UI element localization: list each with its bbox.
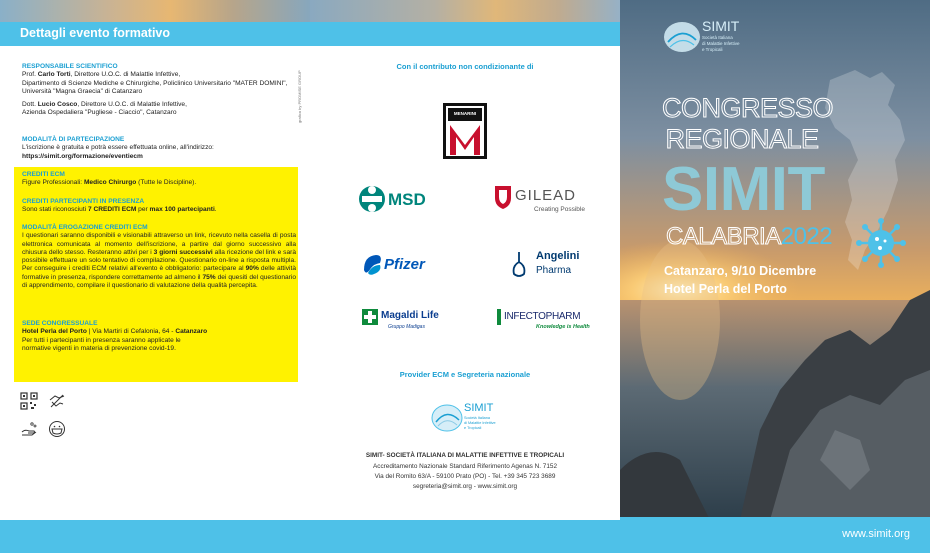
- magaldi-logo: [362, 307, 457, 337]
- provider-heading: Provider ECM e Segreteria nazionale: [399, 370, 531, 379]
- partecipazione-text: L'iscrizione è gratuita e potrà essere effettuata online, all'indirizzo:: [22, 144, 214, 152]
- crediti-text: Figure Professionali: Medico Chirurgo (Tutte le Discipline).: [22, 179, 197, 187]
- simit-cover-sub3: e Tropicali: [702, 47, 723, 52]
- simit-big-word: SIMIT: [662, 155, 825, 224]
- left-bottom-bar: [0, 520, 310, 553]
- calabria-line: [666, 223, 833, 250]
- responsabile-section: [22, 63, 296, 118]
- gilead-tagline: Creating Possible: [534, 206, 585, 213]
- infectopharm-label: INFECTOPHARM: [504, 311, 581, 322]
- sede-covid-line-2: normative vigenti in materia di prevenzione covid-19.: [22, 344, 176, 352]
- simit-footer-line-3: segreteria@simit.org - www.simit.org: [412, 483, 518, 490]
- pfizer-logo: [362, 250, 442, 282]
- middle-bottom-bar: [310, 520, 620, 553]
- angelini-logo: [510, 248, 600, 282]
- infectopharm-tagline: Knowledge is Health: [536, 324, 590, 330]
- erogazione-section: [22, 224, 296, 290]
- face-mask-icon: [48, 420, 66, 438]
- pfizer-mark-icon: [362, 252, 384, 278]
- gilead-logo: [494, 184, 594, 218]
- gilead-shield-icon: [494, 184, 512, 210]
- graphic-credit: grafica by PROMISE GROUP: [297, 70, 302, 123]
- top-photo-strip: [0, 0, 310, 22]
- hand-sanitize-icon: [20, 420, 38, 438]
- responsabile-line-2: Dipartimento di Scienze Mediche e Chirurgiche, Policlinico Universitario "MATER DOMINI",: [22, 79, 288, 87]
- middle-top-photo-strip: [310, 0, 620, 22]
- magaldi-tagline: Gruppo Madigas: [388, 324, 425, 330]
- simit-cover-sub2: di Malattie Infettive: [702, 41, 740, 46]
- congresso-word: CONGRESSO: [662, 93, 834, 123]
- partecipanti-section: [22, 198, 296, 215]
- simit-globe-icon: [430, 402, 464, 434]
- left-panel: [0, 0, 310, 553]
- cover-bottom-bar: [620, 517, 930, 553]
- simit-cover-globe-icon: [662, 20, 702, 54]
- crediti-section: [22, 171, 296, 188]
- menarini-logo: [443, 103, 487, 159]
- website-link[interactable]: www.simit.org: [842, 528, 910, 540]
- simit-footer-title: SIMIT- SOCIETÀ ITALIANA DI MALATTIE INFETTIVE E TROPICALI: [365, 452, 565, 459]
- year-word: 2022: [780, 223, 833, 250]
- sede-heading: SEDE CONGRESSUALE: [22, 320, 98, 327]
- responsabile-line-1: Prof. Carlo Torti, Direttore U.O.C. di Malattie Infettive,: [22, 71, 181, 79]
- virus-icon: [856, 218, 906, 268]
- responsabile-line-5: Azienda Ospedaliera "Pugliese - Ciaccio", Catanzaro: [22, 109, 177, 117]
- infectopharm-logo: [496, 308, 596, 338]
- simit-cover-name: SIMIT: [702, 18, 740, 34]
- cover-panel: [620, 0, 930, 553]
- magaldi-label: Magaldi Life: [381, 310, 439, 321]
- simit-small-logo: [430, 402, 510, 436]
- erogazione-text: I questionari saranno disponibili e visionabili attraverso un link, ricevuto nella casella di posta elettronica comunicata al momento dell'iscrizione, a partire dal giorno successivo alla chiusura dello stesso. Resteranno attivi per i 3 giorni successivi alla ricezione del link e sarà possibile effettuare un solo tentativo di compilazione. Questionario on-line a risposta multipla. Per conseguire i crediti ECM relativi all'evento è obbligatorio: partecipare al 90% delle attività formative in presenza, rispondere correttamente ad almeno il 75% dei quesiti del questionario di apprendimento, compilare il questionario di valutazione della qualità percepita.: [22, 232, 296, 290]
- msd-logo: [358, 184, 443, 216]
- partecipazione-section: [22, 136, 296, 161]
- simit-cover-sub1: Società Italiana: [702, 35, 733, 40]
- pfizer-label: Pfizer: [384, 256, 425, 273]
- sede-address: Hotel Perla del Porto | Via Martiri di Cefalonia, 64 - Catanzaro: [22, 328, 208, 336]
- msd-label: MSD: [388, 190, 426, 209]
- registration-link[interactable]: https://simit.org/formazione/eventiecm: [22, 152, 143, 160]
- erogazione-heading: MODALITÀ EROGAZIONE CREDITI ECM: [22, 224, 148, 231]
- angelini-label: Angelini: [536, 250, 580, 262]
- angelini-sublabel: Pharma: [536, 265, 572, 276]
- details-header-title: Dettagli evento formativo: [20, 26, 171, 40]
- simit-cover-logo: [662, 18, 782, 58]
- responsabile-line-3: Università "Magna Graecia" di Catanzaro: [22, 87, 143, 95]
- sede-section: [22, 320, 296, 353]
- calabria-word: CALABRIA: [666, 223, 781, 250]
- partecipanti-text: Sono stati riconosciuti 7 CREDITI ECM per max 100 partecipanti.: [22, 206, 217, 214]
- simit-small-sub3: e Tropicali: [464, 426, 482, 430]
- simit-footer-line-1: Accreditamento Nazionale Standard Riferimento Agenas N. 7152: [372, 463, 557, 470]
- simit-small-sub1: Società Italiana: [464, 416, 490, 420]
- infectopharm-mark-icon: [496, 309, 502, 325]
- responsabile-line-4: Dott. Lucio Cosco, Direttore U.O.C. di Malattie Infettive,: [22, 101, 187, 109]
- crediti-heading: CREDITI ECM: [22, 171, 65, 178]
- simit-small-name: SIMIT: [464, 402, 494, 414]
- middle-panel: [310, 0, 620, 553]
- event-date: Catanzaro, 9/10 Dicembre: [664, 264, 817, 278]
- gilead-label: GILEAD: [515, 187, 577, 204]
- sede-covid-line-1: Per tutti i partecipanti in presenza saranno applicate le: [22, 336, 181, 344]
- sponsor-heading: Con il contributo non condizionante di: [396, 62, 534, 71]
- qr-code-icon: [20, 392, 38, 410]
- angelini-mark-icon: [510, 250, 528, 280]
- magaldi-mark-icon: [362, 309, 378, 325]
- partecipanti-heading: CREDITI PARTECIPANTI IN PRESENZA: [22, 198, 145, 205]
- responsabile-heading: RESPONSABILE SCIENTIFICO: [22, 63, 118, 70]
- partecipazione-heading: MODALITÀ DI PARTECIPAZIONE: [22, 136, 125, 143]
- simit-footer-line-2: Via del Romito 63/A - 59100 Prato (PO) - Tel. +39 345 723 3689: [374, 473, 556, 480]
- menarini-label: MENARINI: [453, 111, 477, 116]
- icon-row-1: [20, 392, 66, 410]
- icon-row-2: [20, 420, 66, 438]
- msd-mark-icon: [358, 184, 386, 214]
- details-header-bar: [0, 22, 310, 46]
- simit-small-sub2: di Malattie Infettive: [464, 421, 496, 425]
- middle-header-bar: [310, 22, 620, 46]
- no-handshake-icon: [48, 392, 66, 410]
- event-venue: Hotel Perla del Porto: [664, 282, 787, 296]
- regionale-word: REGIONALE: [665, 124, 819, 154]
